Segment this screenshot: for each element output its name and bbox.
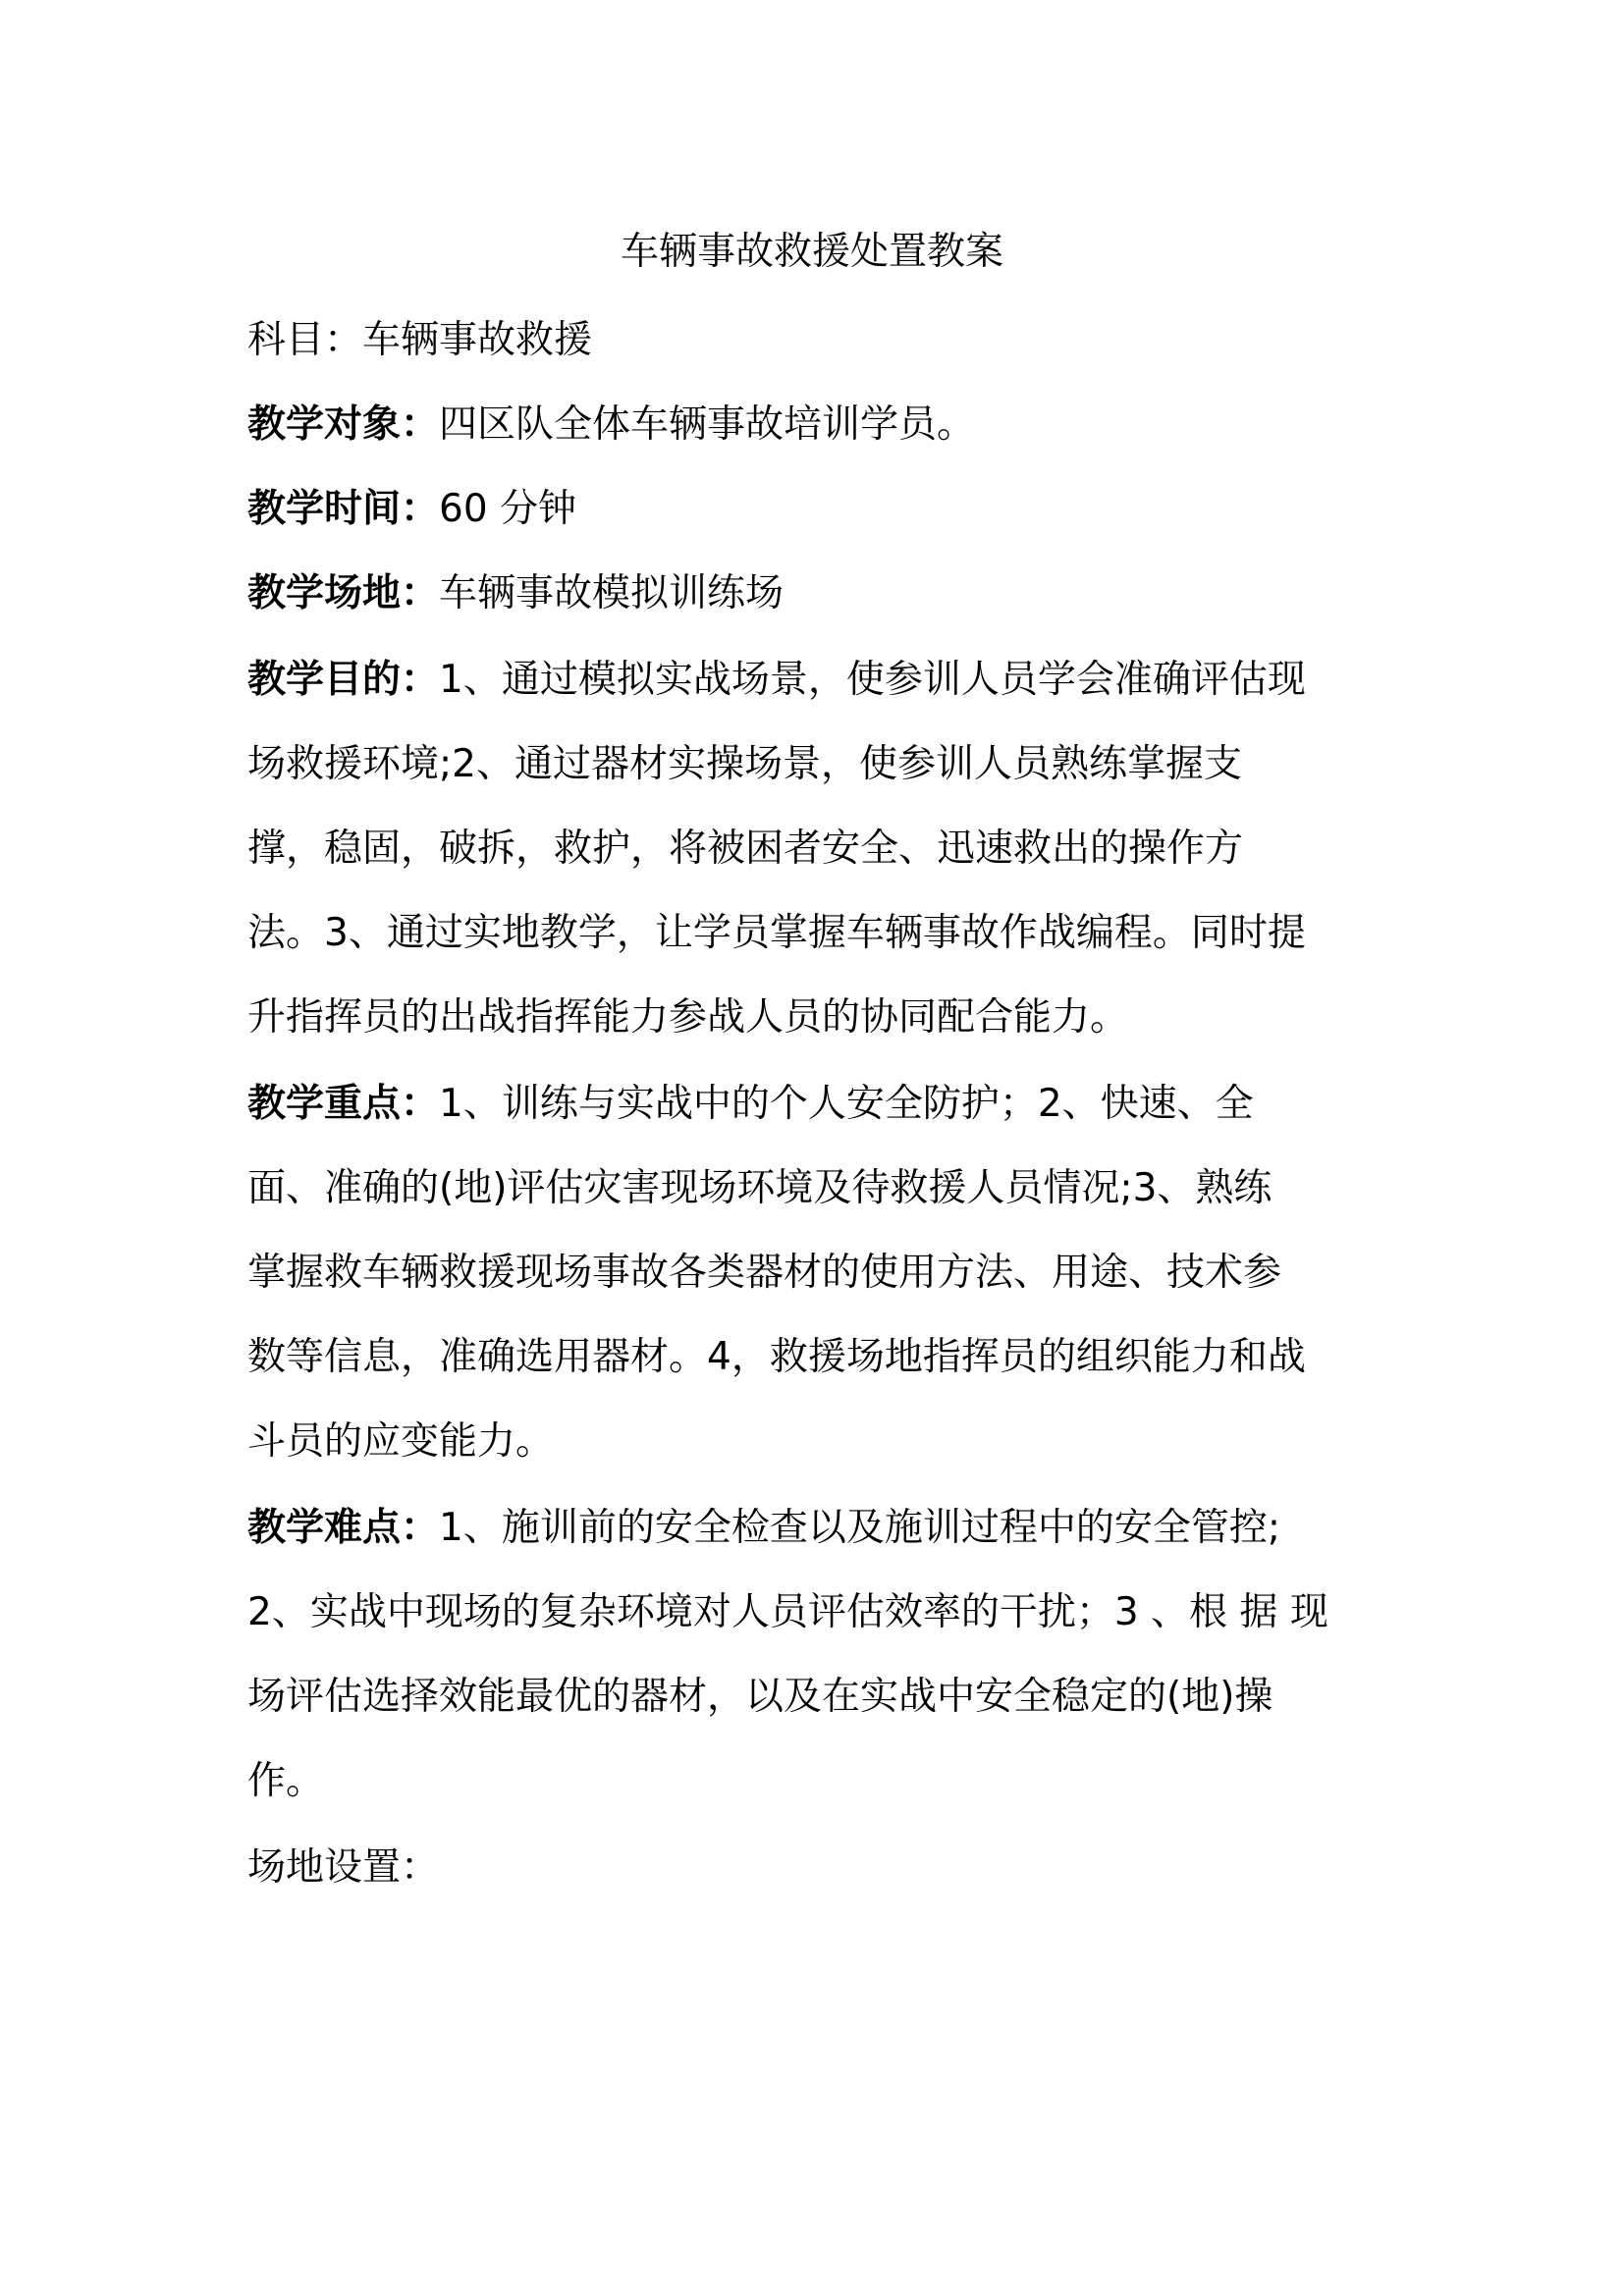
line-text: 升指挥员的出战指挥能力参战人员的协同配合能力。 [247,995,1129,1040]
site-setup-line [247,1843,439,1893]
line-text: 60 分钟 [439,487,577,531]
difficulties-line [247,1757,324,1806]
line-label: 教学时间： [247,487,440,531]
objective-line [247,656,1306,705]
subject-line [247,316,592,365]
line-text: 2、实战中现场的复杂环境对人员评估效率的干扰；3 、根 据 现 [247,1590,1328,1634]
line-text: 1、通过模拟实战场景，使参训人员学会准确评估现 [439,658,1306,702]
difficulties-line [247,1673,1272,1722]
venue-line [247,569,784,618]
line-label: 教学目的： [247,658,440,702]
key-points-line [247,1333,1306,1382]
line-text: 场救援环境;2、通过器材实操场景，使参训人员熟练掌握支 [247,742,1242,786]
line-text: 科目：车辆事故救援 [247,318,593,362]
line-label: 教学难点： [247,1506,440,1550]
line-text: 面、准确的(地)评估灾害现场环境及待救援人员情况;3、熟练 [247,1166,1272,1210]
line-label: 教学对象： [247,402,440,447]
line-text: 数等信息，准确选用器材。4，救援场地指挥员的组织能力和战 [247,1335,1306,1379]
key-points-line [247,1417,554,1467]
line-text: 撑，稳固，破拆，救护，将被困者安全、迅速救出的操作方 [247,827,1244,871]
line-text: 四区队全体车辆事故培训学员。 [439,402,976,447]
line-label: 教学重点： [247,1082,440,1126]
line-text: 掌握救车辆救援现场事故各类器材的使用方法、用途、技术参 [247,1251,1282,1295]
key-points-line [247,1080,1254,1129]
line-text: 场地设置： [247,1845,440,1890]
line-label: 教学场地： [247,571,440,615]
line-text: 斗员的应变能力。 [247,1419,555,1464]
audience-line [247,400,975,450]
line-text: 1、训练与实战中的个人安全防护；2、快速、全 [439,1082,1254,1126]
objective-line [247,740,1242,789]
duration-line [247,485,576,534]
key-points-line [247,1164,1272,1213]
line-text: 1、施训前的安全检查以及施训过程中的安全管控; [439,1506,1280,1550]
document-title: 车辆事故救援处置教案 [620,230,1003,274]
objective-line [247,825,1243,874]
line-text: 场评估选择效能最优的器材，以及在实战中安全稳定的(地)操 [247,1675,1273,1719]
line-text: 法。3、通过实地教学，让学员掌握车辆事故作战编程。同时提 [247,911,1306,955]
objective-line [247,993,1128,1042]
difficulties-line [247,1504,1280,1553]
line-text: 作。 [247,1759,325,1803]
key-points-line [247,1249,1281,1298]
line-text: 车辆事故模拟训练场 [439,571,785,615]
difficulties-line [247,1588,1328,1637]
objective-line [247,909,1306,958]
